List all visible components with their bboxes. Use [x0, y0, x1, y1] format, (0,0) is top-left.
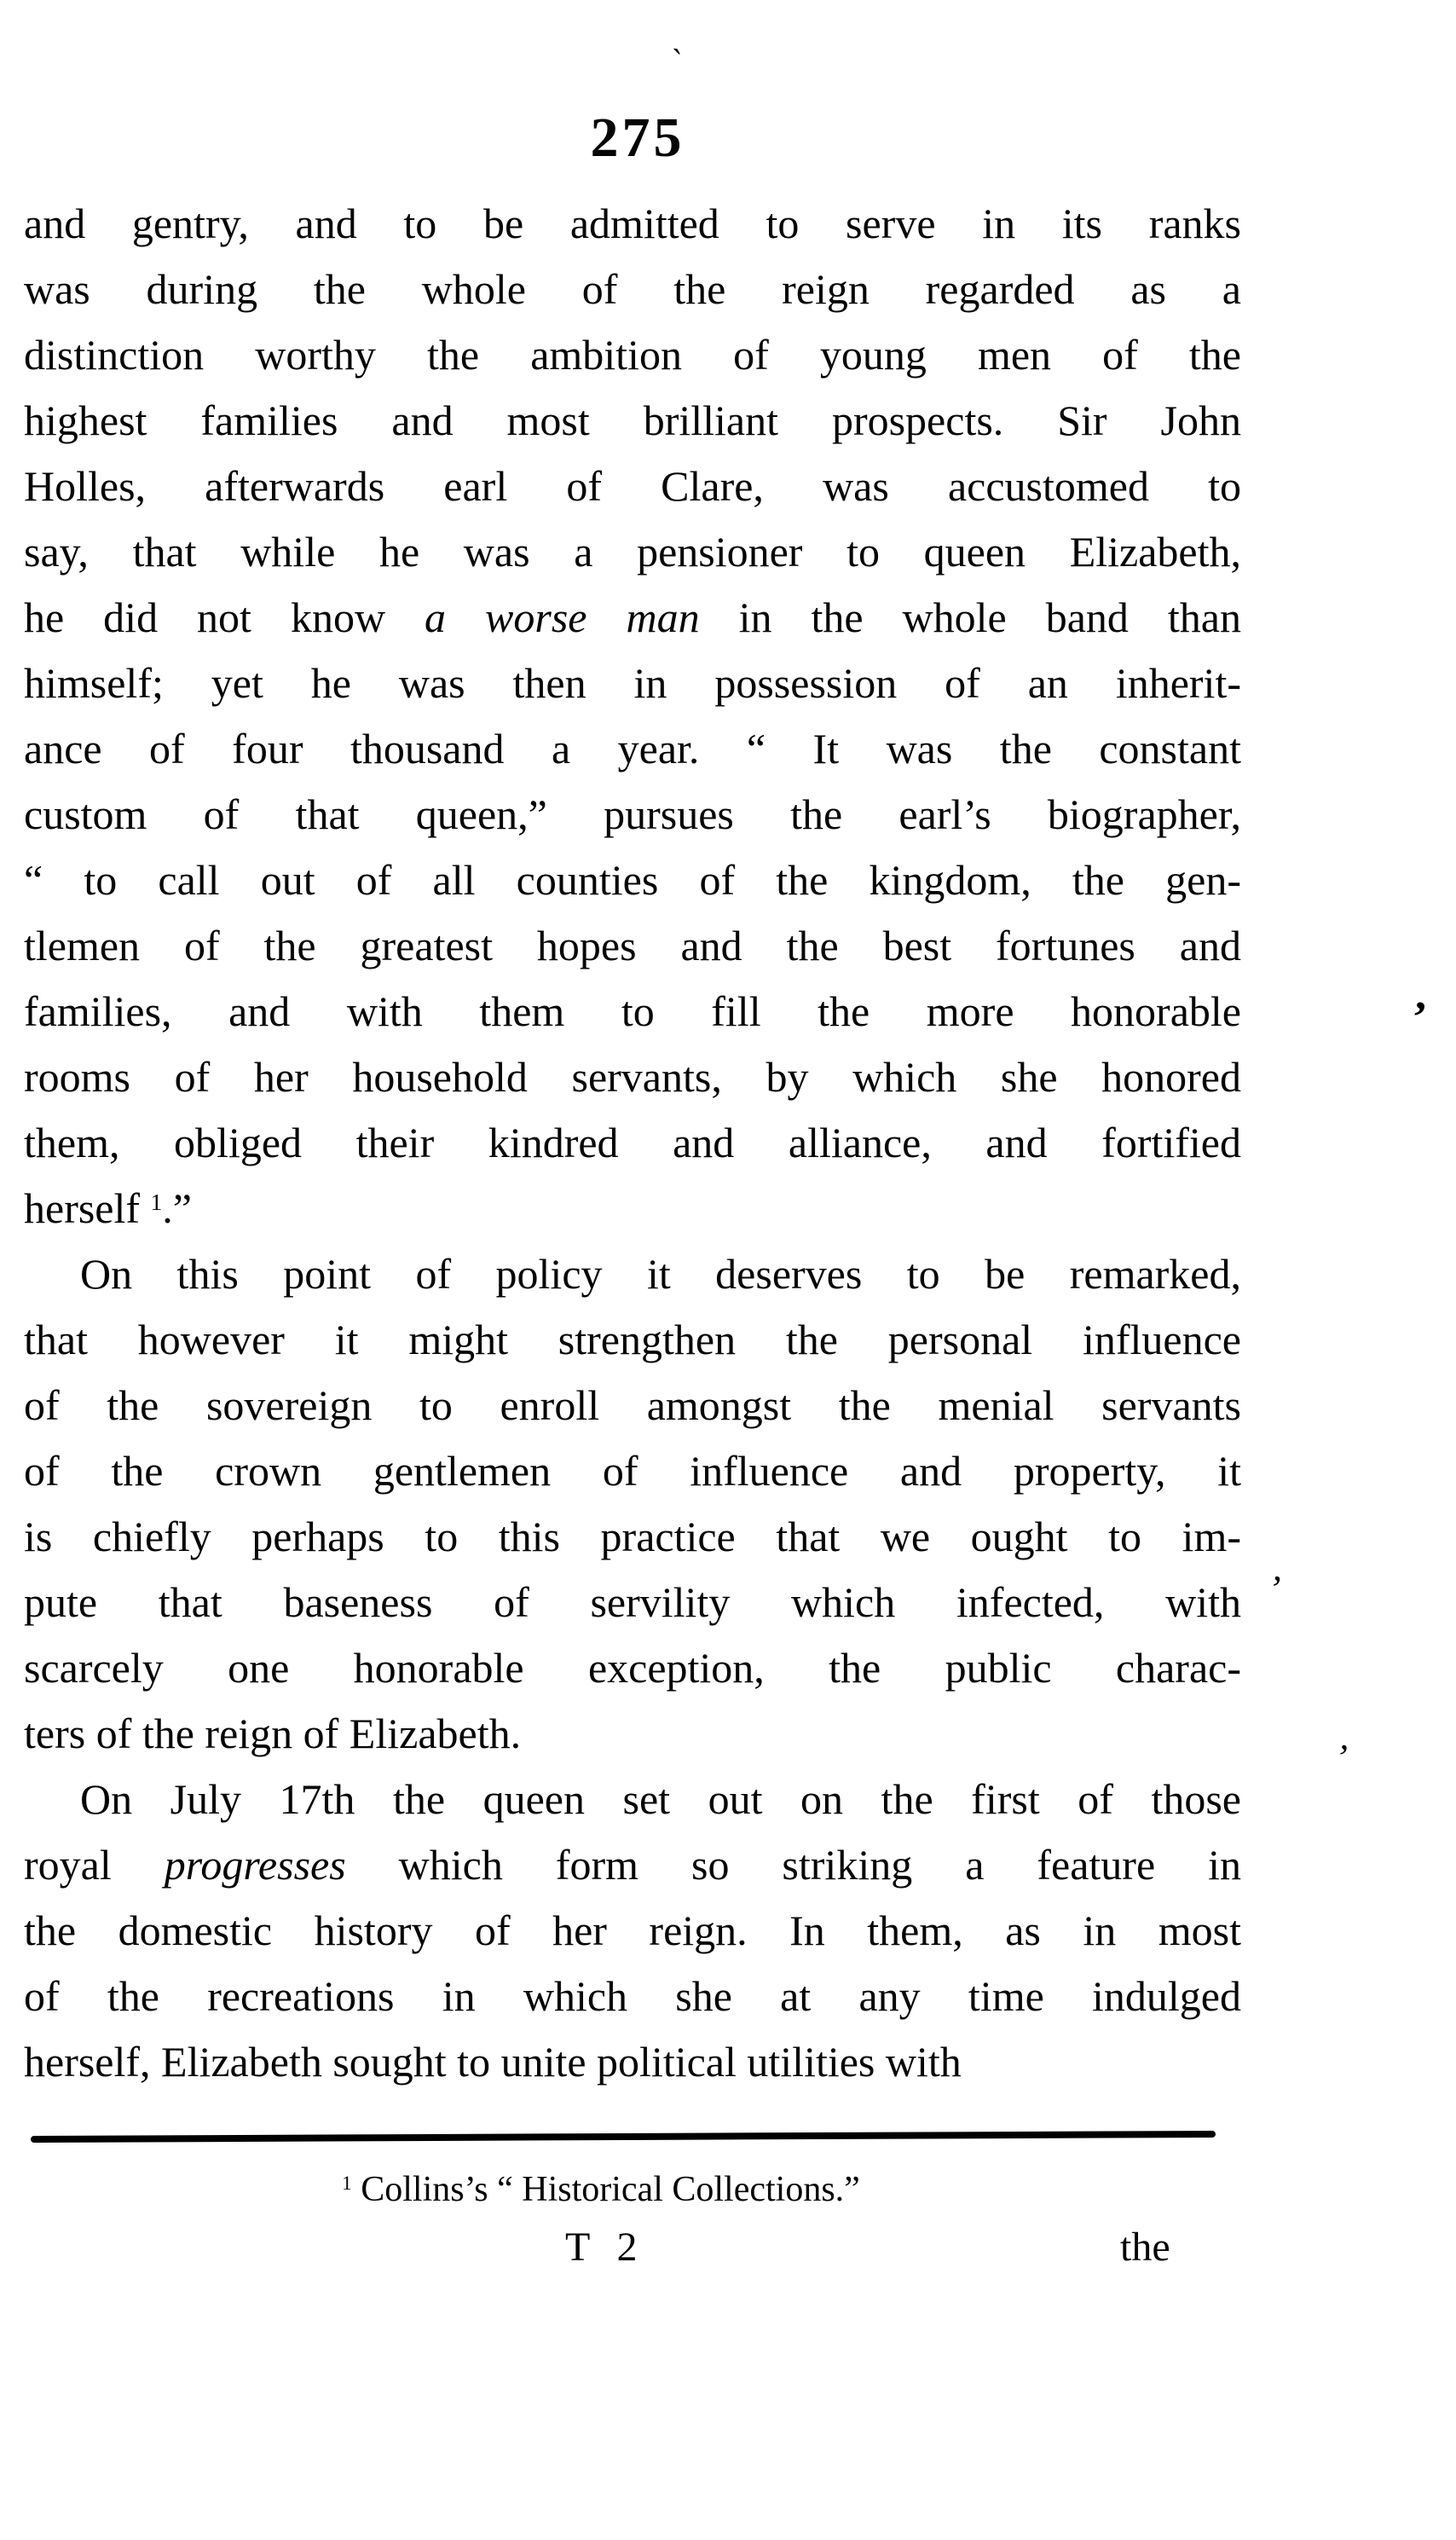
text-segment: pute that baseness of servility which infected, with [24, 1578, 1241, 1626]
text-segment: On July 17th the queen set out on the first of those [80, 1775, 1241, 1823]
text-line [24, 1964, 1241, 2029]
scan-speck: ` [667, 41, 685, 81]
footnote-reference: 1 [150, 1188, 163, 1215]
text-segment: ance of four thousand a year. “ It was the constant [24, 725, 1241, 772]
footnote [0, 2164, 1202, 2215]
text-segment: progresses [164, 1841, 346, 1889]
text-segment: was during the whole of the reign regarded as a [24, 265, 1241, 313]
text-line [24, 1176, 1241, 1241]
text-line [24, 1241, 1241, 1307]
text-line [24, 782, 1241, 848]
text-line [24, 1635, 1241, 1701]
text-segment: tlemen of the greatest hopes and the best fortunes and [24, 922, 1241, 969]
text-line [24, 1044, 1241, 1110]
text-line [24, 191, 1241, 257]
text-line [24, 1832, 1241, 1898]
text-line [24, 585, 1241, 651]
paragraph [24, 1767, 1241, 2095]
text-line [24, 257, 1241, 322]
text-line [24, 322, 1241, 388]
page-number: 275 [590, 107, 685, 169]
text-line [24, 651, 1241, 716]
text-segment: scarcely one honorable exception, the public charac- [24, 1644, 1241, 1692]
text-line [24, 2029, 1241, 2095]
text-segment: custom of that queen,” pursues the earl’s biographer, [24, 790, 1241, 838]
text-line [24, 1898, 1241, 1964]
text-line [24, 913, 1241, 979]
text-segment: a worse man [425, 593, 700, 641]
text-segment: of the sovereign to enroll amongst the menial servants [24, 1381, 1241, 1429]
paragraph [24, 191, 1241, 1241]
text-segment: in the whole band than [699, 593, 1241, 641]
text-segment: which form so striking a feature in [345, 1841, 1242, 1889]
text-segment: .” [162, 1184, 192, 1232]
footnote-text: Collins’s “ Historical Collections.” [351, 2170, 860, 2209]
paragraph [24, 1241, 1241, 1767]
text-segment: Holles, afterwards earl of Clare, was accustomed to [24, 462, 1241, 510]
text-segment: herself, Elizabeth sought to unite political utilities with [24, 2038, 962, 2086]
text-segment: “ to call out of all counties of the kingdom, the gen- [24, 856, 1241, 904]
footnote-separator-rule [31, 2131, 1216, 2143]
text-line [24, 388, 1241, 454]
text-segment: On this point of policy it deserves to be remarked, [80, 1250, 1241, 1298]
text-segment: and gentry, and to be admitted to serve in its ranks [24, 200, 1241, 247]
text-line [24, 848, 1241, 913]
text-line [24, 1701, 1241, 1767]
text-segment: highest families and most brilliant prospects. Sir John [24, 396, 1241, 444]
text-line [24, 1110, 1241, 1176]
text-segment: of the recreations in which she at any time indulged [24, 1972, 1241, 2020]
text-segment: he did not know [24, 593, 425, 641]
text-segment: say, that while he was a pensioner to queen Elizabeth, [24, 528, 1241, 576]
scan-speck: ’ [1409, 992, 1430, 1043]
text-line [24, 1373, 1241, 1438]
footnote-marker: 1 [342, 2172, 352, 2195]
signature-mark: T 2 [565, 2225, 638, 2270]
text-segment: families, and with them to fill the more honorable [24, 987, 1241, 1035]
text-segment: of the crown gentlemen of influence and property, it [24, 1447, 1241, 1495]
text-segment: himself; yet he was then in possession of an inherit- [24, 659, 1241, 707]
text-segment: royal [24, 1841, 165, 1889]
text-line [24, 1307, 1241, 1373]
text-segment: rooms of her household servants, by which she honored [24, 1053, 1241, 1101]
text-segment: distinction worthy the ambition of young men of the [24, 331, 1241, 379]
catchword: the [1120, 2225, 1170, 2270]
scan-speck: ’ [1334, 1736, 1352, 1779]
text-line [24, 454, 1241, 519]
text-line [24, 716, 1241, 782]
text-line [24, 1570, 1241, 1635]
text-segment: them, obliged their kindred and alliance, and fortified [24, 1119, 1241, 1166]
text-line [24, 1504, 1241, 1570]
text-segment: herself [24, 1184, 151, 1232]
body-text [24, 191, 1241, 2095]
scan-speck: ’ [1268, 1567, 1285, 1611]
text-line [24, 1767, 1241, 1832]
text-segment: that however it might strengthen the personal influence [24, 1316, 1241, 1363]
text-segment: the domestic history of her reign. In them, as in most [24, 1906, 1241, 1954]
text-line [24, 979, 1241, 1044]
text-segment: is chiefly perhaps to this practice that we ought to im- [24, 1513, 1241, 1560]
text-line [24, 519, 1241, 585]
text-segment: ters of the reign of Elizabeth. [24, 1710, 522, 1757]
text-line [24, 1438, 1241, 1504]
